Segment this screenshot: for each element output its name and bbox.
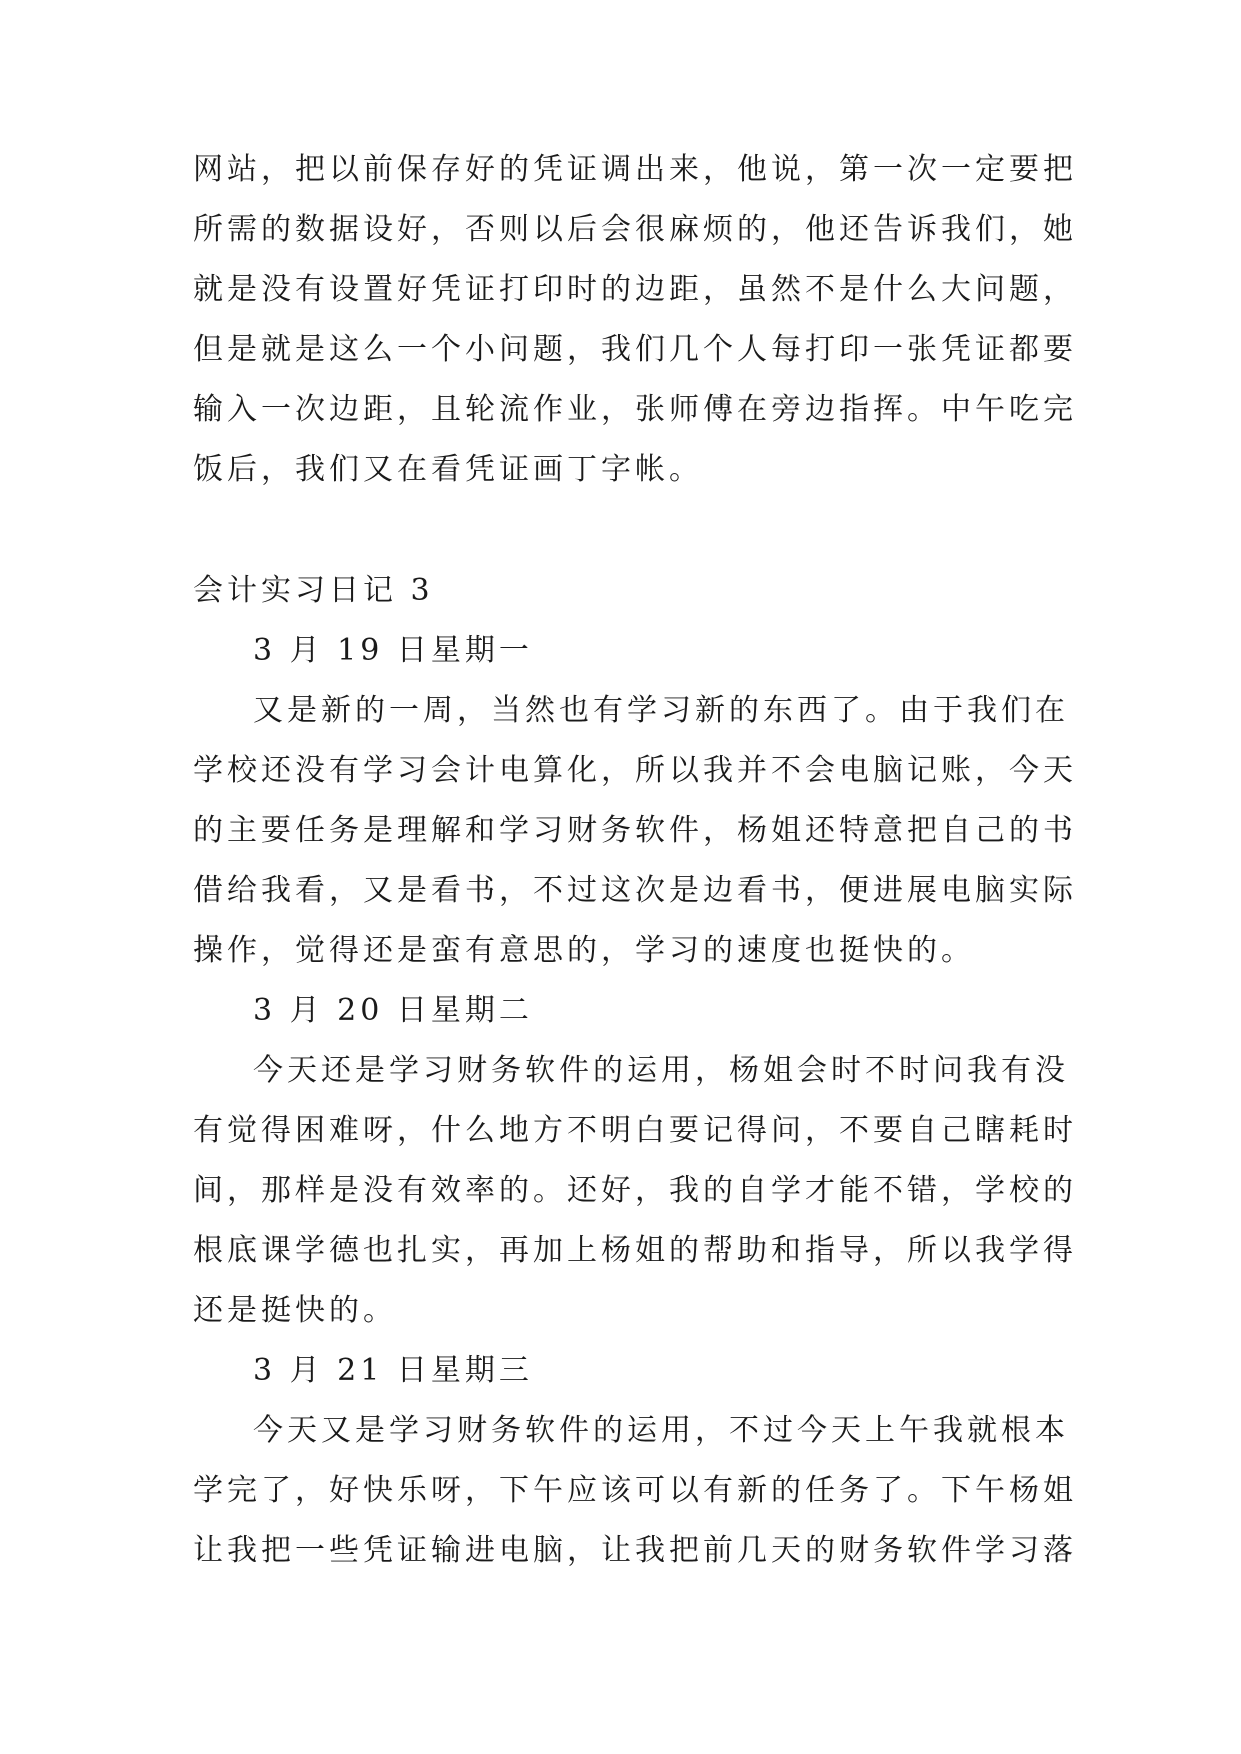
diary-date: 3 月 19 日星期一: [253, 633, 533, 668]
paragraph-line: 根底课学德也扎实，再加上杨姐的帮助和指导，所以我学得: [193, 1233, 1077, 1268]
paragraph-line: 网站，把以前保存好的凭证调出来，他说，第一次一定要把: [193, 152, 1077, 187]
paragraph-line: 有觉得困难呀，什么地方不明白要记得问，不要自己瞎耗时: [193, 1113, 1077, 1148]
paragraph-line: 就是没有设置好凭证打印时的边距，虽然不是什么大问题，: [193, 272, 1077, 307]
paragraph-line: 还是挺快的。: [193, 1293, 397, 1328]
paragraph-line: 今天还是学习财务软件的运用，杨姐会时不时问我有没: [253, 1053, 1069, 1088]
diary-date: 3 月 20 日星期二: [253, 993, 533, 1028]
paragraph-line: 饭后，我们又在看凭证画丁字帐。: [193, 452, 703, 487]
paragraph-line: 又是新的一周，当然也有学习新的东西了。由于我们在: [253, 693, 1069, 728]
section-heading: 会计实习日记 3: [193, 573, 434, 608]
paragraph-line: 让我把一些凭证输进电脑，让我把前几天的财务软件学习落: [193, 1533, 1077, 1568]
paragraph-line: 今天又是学习财务软件的运用，不过今天上午我就根本: [253, 1413, 1069, 1448]
paragraph-line: 所需的数据设好，否则以后会很麻烦的，他还告诉我们，她: [193, 212, 1077, 247]
paragraph-line: 间，那样是没有效率的。还好，我的自学才能不错，学校的: [193, 1173, 1077, 1208]
paragraph-line: 借给我看，又是看书，不过这次是边看书，便进展电脑实际: [193, 873, 1077, 908]
paragraph-line: 输入一次边距，且轮流作业，张师傅在旁边指挥。中午吃完: [193, 392, 1077, 427]
paragraph-line: 操作，觉得还是蛮有意思的，学习的速度也挺快的。: [193, 933, 975, 968]
paragraph-line: 学完了，好快乐呀，下午应该可以有新的任务了。下午杨姐: [193, 1473, 1077, 1508]
diary-date: 3 月 21 日星期三: [253, 1353, 533, 1388]
paragraph-line: 的主要任务是理解和学习财务软件，杨姐还特意把自己的书: [193, 813, 1077, 848]
paragraph-line: 学校还没有学习会计电算化，所以我并不会电脑记账，今天: [193, 753, 1077, 788]
paragraph-line: 但是就是这么一个小问题，我们几个人每打印一张凭证都要: [193, 332, 1077, 367]
